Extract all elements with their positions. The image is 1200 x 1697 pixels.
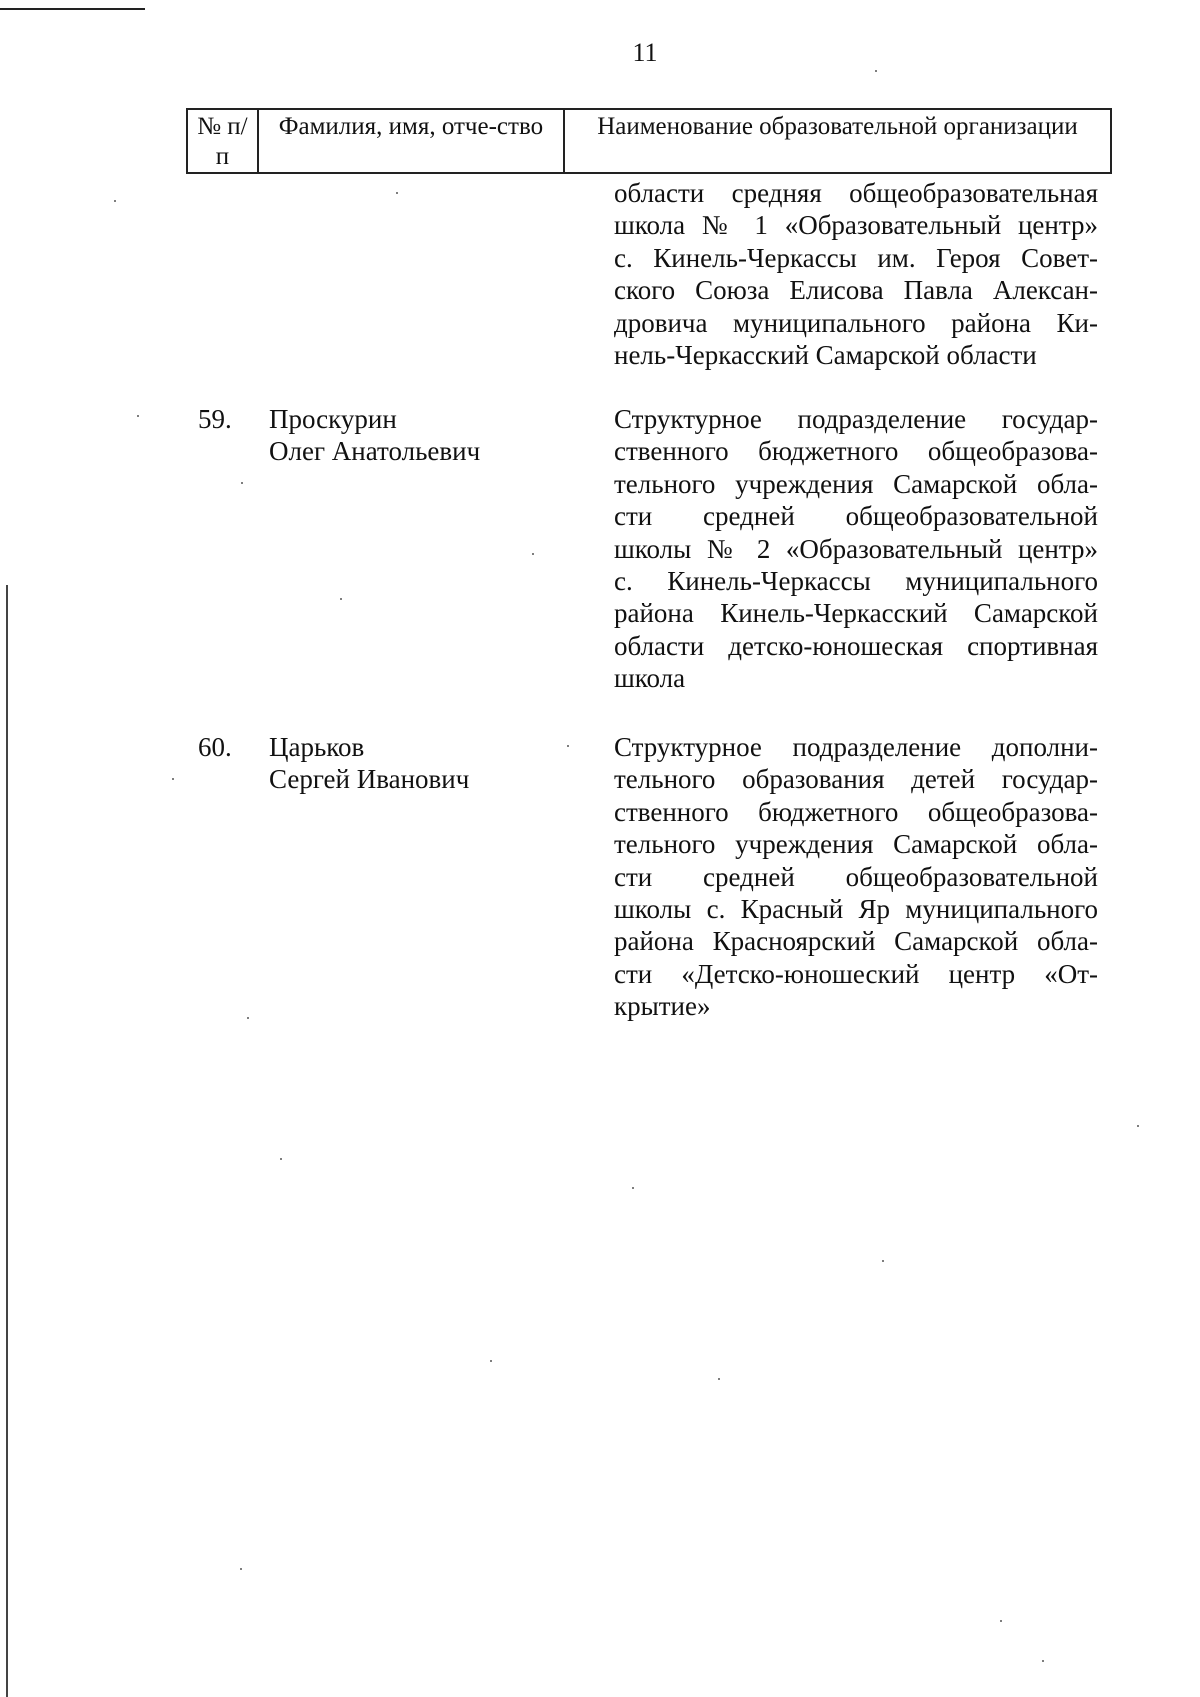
scan-speck — [172, 778, 174, 780]
scan-speck — [1137, 1125, 1139, 1127]
org-line: района Кинель-Черкасский Самарской — [614, 598, 1098, 629]
scan-speck — [396, 192, 398, 194]
header-number-cell — [187, 109, 258, 173]
entry-number: 60. — [198, 732, 232, 762]
entry-fio — [269, 731, 589, 796]
org-line: района Красноярский Самарской обла- — [614, 926, 1098, 957]
scan-speck — [882, 1260, 884, 1262]
header-number-label: № п/п — [197, 113, 248, 170]
org-line: сти средней общеобразовательной — [614, 861, 1098, 892]
left-scan-edge — [6, 585, 8, 1697]
scan-speck — [532, 553, 534, 555]
scan-speck — [240, 1568, 242, 1570]
org-line: тельного учреждения Самарской обла- — [614, 829, 1098, 860]
org-line: ственного бюджетного общеобразова- — [614, 796, 1098, 827]
scan-speck — [718, 1378, 720, 1380]
top-left-rule — [0, 8, 145, 10]
entry-given-names: Сергей Иванович — [269, 764, 470, 795]
org-line: Структурное подразделение государ- — [614, 404, 1098, 434]
org-line: с. Кинель-Черкассы муниципального — [614, 566, 1098, 597]
org-line: нель-Черкасский Самарской области — [614, 340, 1037, 371]
header-org-label: Наименование образовательной организации — [597, 113, 1078, 140]
entry-number: 59. — [198, 404, 232, 434]
org-line: дровича муниципального района Ки- — [614, 307, 1098, 338]
header-org-cell — [564, 109, 1111, 173]
scan-speck — [567, 745, 569, 747]
scan-speck — [490, 1360, 492, 1362]
entry-given-names: Олег Анатольевич — [269, 436, 481, 467]
org-line: сти средней общеобразовательной — [614, 501, 1098, 532]
continuation-org-text — [614, 177, 1098, 371]
entry-fio — [269, 403, 589, 468]
entry-surname: Проскурин — [269, 404, 397, 434]
entry-surname: Царьков — [269, 732, 365, 762]
org-line: ственного бюджетного общеобразова- — [614, 436, 1098, 467]
page-number: 11 — [632, 38, 658, 67]
table-header — [186, 108, 1112, 174]
scan-speck — [114, 200, 116, 202]
org-line: ского Союза Елисова Павла Алексан- — [614, 275, 1098, 306]
org-line: школы с. Красный Яр муниципального — [614, 894, 1098, 925]
org-line: школа № 1 «Образовательный центр» — [614, 210, 1098, 241]
org-line: школы № 2 «Образовательный центр» — [614, 533, 1098, 564]
entry-org-text — [614, 403, 1098, 695]
org-line: области детско-юношеская спортивная — [614, 630, 1098, 661]
scan-speck — [280, 1158, 282, 1160]
header-fio-cell — [258, 109, 564, 173]
org-line: области средняя общеобразовательная — [614, 178, 1098, 208]
org-line: Структурное подразделение дополни- — [614, 732, 1098, 762]
org-line: с. Кинель-Черкассы им. Героя Совет- — [614, 242, 1098, 273]
scan-speck — [1042, 1660, 1044, 1662]
scan-speck — [875, 70, 877, 72]
org-line: тельного учреждения Самарской обла- — [614, 468, 1098, 499]
scan-speck — [1000, 1620, 1002, 1622]
scan-speck — [632, 1187, 634, 1189]
org-line: крытие» — [614, 991, 711, 1022]
header-fio-label: Фамилия, имя, отче-ство — [278, 113, 544, 140]
scan-speck — [247, 1017, 249, 1019]
org-line: сти «Детско-юношеский центр «От- — [614, 958, 1098, 989]
org-line: школа — [614, 663, 686, 694]
scan-speck — [241, 482, 243, 484]
scan-speck — [137, 415, 139, 417]
entry-org-text — [614, 731, 1098, 1023]
scan-speck — [340, 598, 342, 600]
org-line: тельного образования детей государ- — [614, 764, 1098, 795]
